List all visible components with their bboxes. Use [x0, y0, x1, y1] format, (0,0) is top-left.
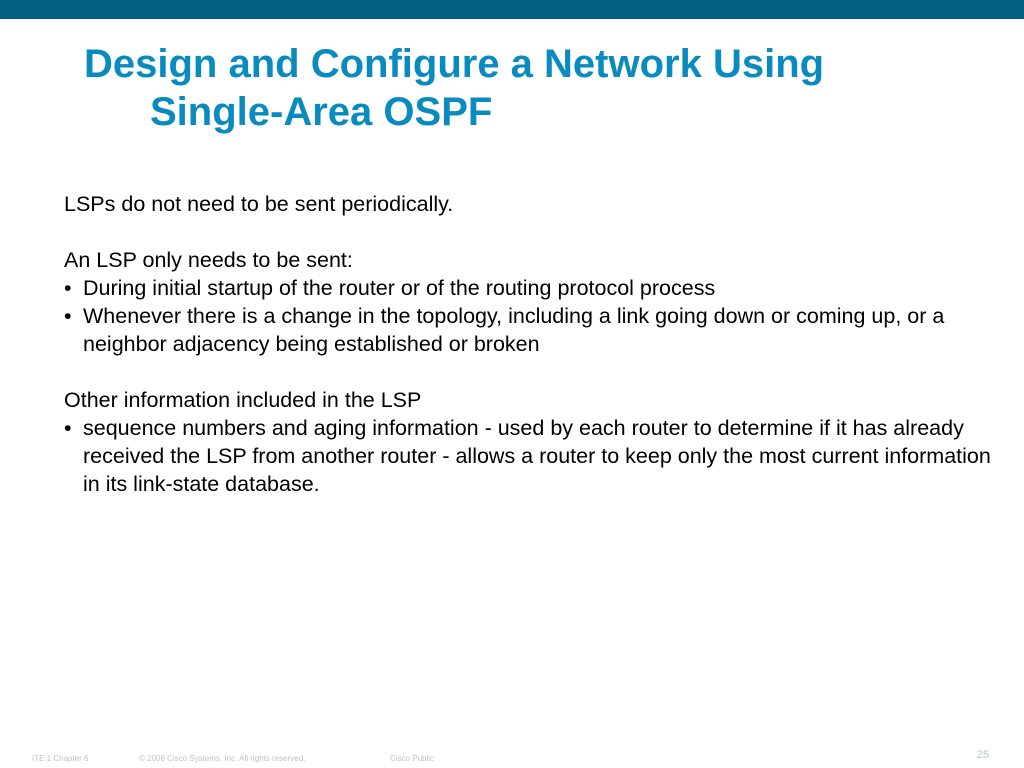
- bullet-item: • sequence numbers and aging information - used by each router to determine if it has already received the LSP from another router - allows a router to keep only the most current information in its link-state database.: [64, 414, 994, 498]
- bullet-item: • Whenever there is a change in the topology, including a link going down or coming up, or a neighbor adjacency being established or broken: [64, 302, 994, 358]
- page-number: 25: [976, 749, 989, 761]
- slide-title-line-1: Design and Configure a Network Using: [84, 42, 825, 86]
- header-bar: [0, 0, 1024, 19]
- slide-title-line-2: Single-Area OSPF: [150, 90, 493, 134]
- footer-chapter: ITE 1 Chapter 6: [32, 754, 89, 763]
- body-paragraph-2: An LSP only needs to be sent:: [64, 248, 353, 272]
- slide-title: [84, 40, 1004, 136]
- paragraph-spacer: [64, 358, 994, 386]
- body-paragraph-1: LSPs do not need to be sent periodically.: [64, 192, 454, 216]
- bullet-item: • During initial startup of the router or of the routing protocol process: [64, 274, 994, 302]
- bullet-list-when-sent: [64, 274, 994, 358]
- slide-body: [64, 190, 994, 498]
- paragraph-spacer: [64, 218, 994, 246]
- bullet-list-other-info: [64, 414, 994, 498]
- body-paragraph-3: Other information included in the LSP: [64, 388, 422, 412]
- footer-copyright: © 2006 Cisco Systems, Inc. All rights reserved.: [139, 754, 306, 763]
- footer-classification: Cisco Public: [390, 754, 435, 763]
